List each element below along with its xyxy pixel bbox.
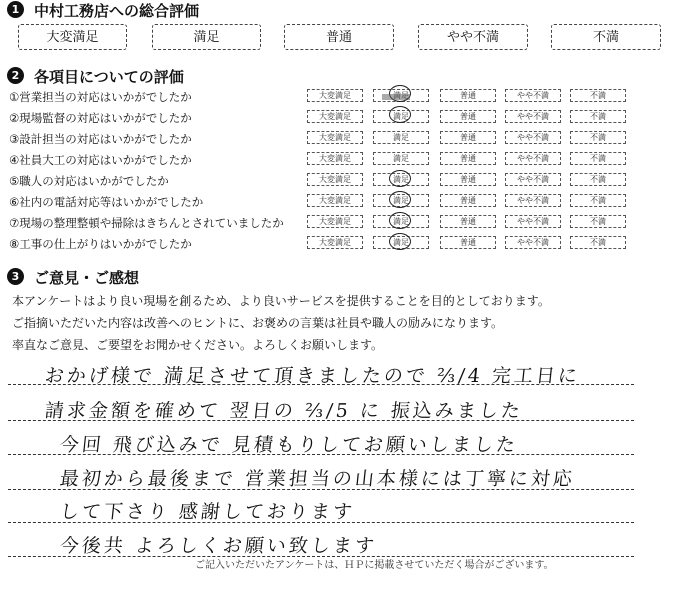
overall-option-normal[interactable]: 普通 bbox=[284, 24, 394, 50]
section2-title: 各項目についての評価 bbox=[34, 68, 184, 86]
overall-option-dissatisfied[interactable]: 不満 bbox=[551, 24, 661, 50]
question-4: ④社員大工の対応はいかがでしたか bbox=[9, 153, 192, 167]
rating-option-normal[interactable]: 普通 bbox=[440, 131, 496, 144]
selection-circle bbox=[389, 170, 411, 187]
rating-option-somewhat-dissatisfied[interactable]: やや不満 bbox=[505, 194, 561, 207]
rating-option-very-satisfied[interactable]: 大変満足 bbox=[307, 110, 363, 123]
rating-option-normal[interactable]: 普通 bbox=[440, 215, 496, 228]
question-1: ①営業担当の対応はいかがでしたか bbox=[9, 90, 192, 104]
section-number-1: 1 bbox=[7, 1, 24, 18]
rating-option-satisfied[interactable]: 満足 bbox=[373, 236, 429, 249]
handwritten-line-3: 今回 飛び込みで 見積もりしてお願いしました bbox=[58, 434, 520, 456]
rating-option-somewhat-dissatisfied[interactable]: やや不満 bbox=[505, 236, 561, 249]
rating-option-very-satisfied[interactable]: 大変満足 bbox=[307, 194, 363, 207]
handwritten-line-2: 請求金額を確めて 翌日の ⅔/5 に 振込みました bbox=[43, 400, 525, 422]
handwritten-line-1: おかげ様で 満足させて頂きましたので ⅔/4 完工日に bbox=[43, 365, 582, 387]
rating-option-very-satisfied[interactable]: 大変満足 bbox=[307, 152, 363, 165]
intro-line-3: 率直なご意見、ご要望をお聞かせください。よろしくお願いします。 bbox=[12, 338, 384, 352]
rating-option-somewhat-dissatisfied[interactable]: やや不満 bbox=[505, 173, 561, 186]
rating-option-satisfied[interactable]: 満足 bbox=[373, 131, 429, 144]
rating-option-satisfied[interactable]: 満足 bbox=[373, 173, 429, 186]
rating-option-normal[interactable]: 普通 bbox=[440, 194, 496, 207]
overall-option-satisfied[interactable]: 満足 bbox=[152, 24, 261, 50]
rating-option-very-satisfied[interactable]: 大変満足 bbox=[307, 131, 363, 144]
rating-option-dissatisfied[interactable]: 不満 bbox=[570, 89, 626, 102]
rating-option-very-satisfied[interactable]: 大変満足 bbox=[307, 215, 363, 228]
rating-option-dissatisfied[interactable]: 不満 bbox=[570, 194, 626, 207]
question-3: ③設計担当の対応はいかがでしたか bbox=[9, 132, 192, 146]
rating-option-normal[interactable]: 普通 bbox=[440, 110, 496, 123]
question-5: ⑤職人の対応はいかがでしたか bbox=[9, 174, 169, 188]
rating-option-dissatisfied[interactable]: 不満 bbox=[570, 215, 626, 228]
selection-circle bbox=[389, 106, 411, 123]
rating-option-normal[interactable]: 普通 bbox=[440, 173, 496, 186]
question-8: ⑧工事の仕上がりはいかがでしたか bbox=[9, 237, 192, 251]
rating-option-somewhat-dissatisfied[interactable]: やや不満 bbox=[505, 152, 561, 165]
rating-option-satisfied[interactable]: 満足 bbox=[373, 215, 429, 228]
overall-option-very-satisfied[interactable]: 大変満足 bbox=[18, 24, 127, 50]
rating-option-normal[interactable]: 普通 bbox=[440, 236, 496, 249]
overall-option-somewhat-dissatisfied[interactable]: やや不満 bbox=[418, 24, 528, 50]
rating-option-very-satisfied[interactable]: 大変満足 bbox=[307, 89, 363, 102]
question-6: ⑥社内の電話対応等はいかがでしたか bbox=[9, 195, 204, 209]
question-2: ②現場監督の対応はいかがでしたか bbox=[9, 111, 192, 125]
rating-option-somewhat-dissatisfied[interactable]: やや不満 bbox=[505, 110, 561, 123]
section-number-2: 2 bbox=[7, 67, 24, 84]
rating-option-dissatisfied[interactable]: 不満 bbox=[570, 131, 626, 144]
scribble-mark bbox=[382, 94, 410, 100]
handwritten-line-4: 最初から最後まで 営業担当の山本様には丁寧に対応 bbox=[58, 468, 577, 490]
question-7: ⑦現場の整理整頓や掃除はきちんとされていましたか bbox=[9, 216, 284, 230]
rating-option-satisfied[interactable]: 満足 bbox=[373, 194, 429, 207]
section1-title: 中村工務店への総合評価 bbox=[34, 2, 200, 20]
footer-note: ご記入いただいたアンケートは、ＨＰに掲載させていただく場合がございます。 bbox=[195, 560, 554, 571]
section-number-3: 3 bbox=[7, 268, 24, 285]
selection-circle bbox=[389, 191, 411, 208]
rating-option-dissatisfied[interactable]: 不満 bbox=[570, 236, 626, 249]
rating-option-very-satisfied[interactable]: 大変満足 bbox=[307, 173, 363, 186]
rating-option-satisfied[interactable]: 満足 bbox=[373, 152, 429, 165]
rating-option-dissatisfied[interactable]: 不満 bbox=[570, 152, 626, 165]
intro-line-2: ご指摘いただいた内容は改善へのヒントに、お褒めの言葉は社員や職人の励みになります。 bbox=[12, 316, 504, 330]
rating-option-somewhat-dissatisfied[interactable]: やや不満 bbox=[505, 215, 561, 228]
rating-option-somewhat-dissatisfied[interactable]: やや不満 bbox=[505, 89, 561, 102]
handwritten-line-6: 今後共 よろしくお願い致します bbox=[58, 535, 379, 557]
selection-circle bbox=[389, 212, 411, 229]
rating-option-very-satisfied[interactable]: 大変満足 bbox=[307, 236, 363, 249]
intro-line-1: 本アンケートはより良い現場を創るため、より良いサービスを提供することを目的としております。 bbox=[12, 294, 550, 308]
rating-option-normal[interactable]: 普通 bbox=[440, 89, 496, 102]
rating-option-normal[interactable]: 普通 bbox=[440, 152, 496, 165]
rating-option-somewhat-dissatisfied[interactable]: やや不満 bbox=[505, 131, 561, 144]
rating-option-dissatisfied[interactable]: 不満 bbox=[570, 110, 626, 123]
rating-option-satisfied[interactable]: 満足 bbox=[373, 110, 429, 123]
rating-option-dissatisfied[interactable]: 不満 bbox=[570, 173, 626, 186]
handwritten-line-5: して下さり 感謝しております bbox=[58, 501, 357, 523]
section3-title: ご意見・ご感想 bbox=[34, 269, 140, 287]
selection-circle bbox=[389, 233, 411, 250]
